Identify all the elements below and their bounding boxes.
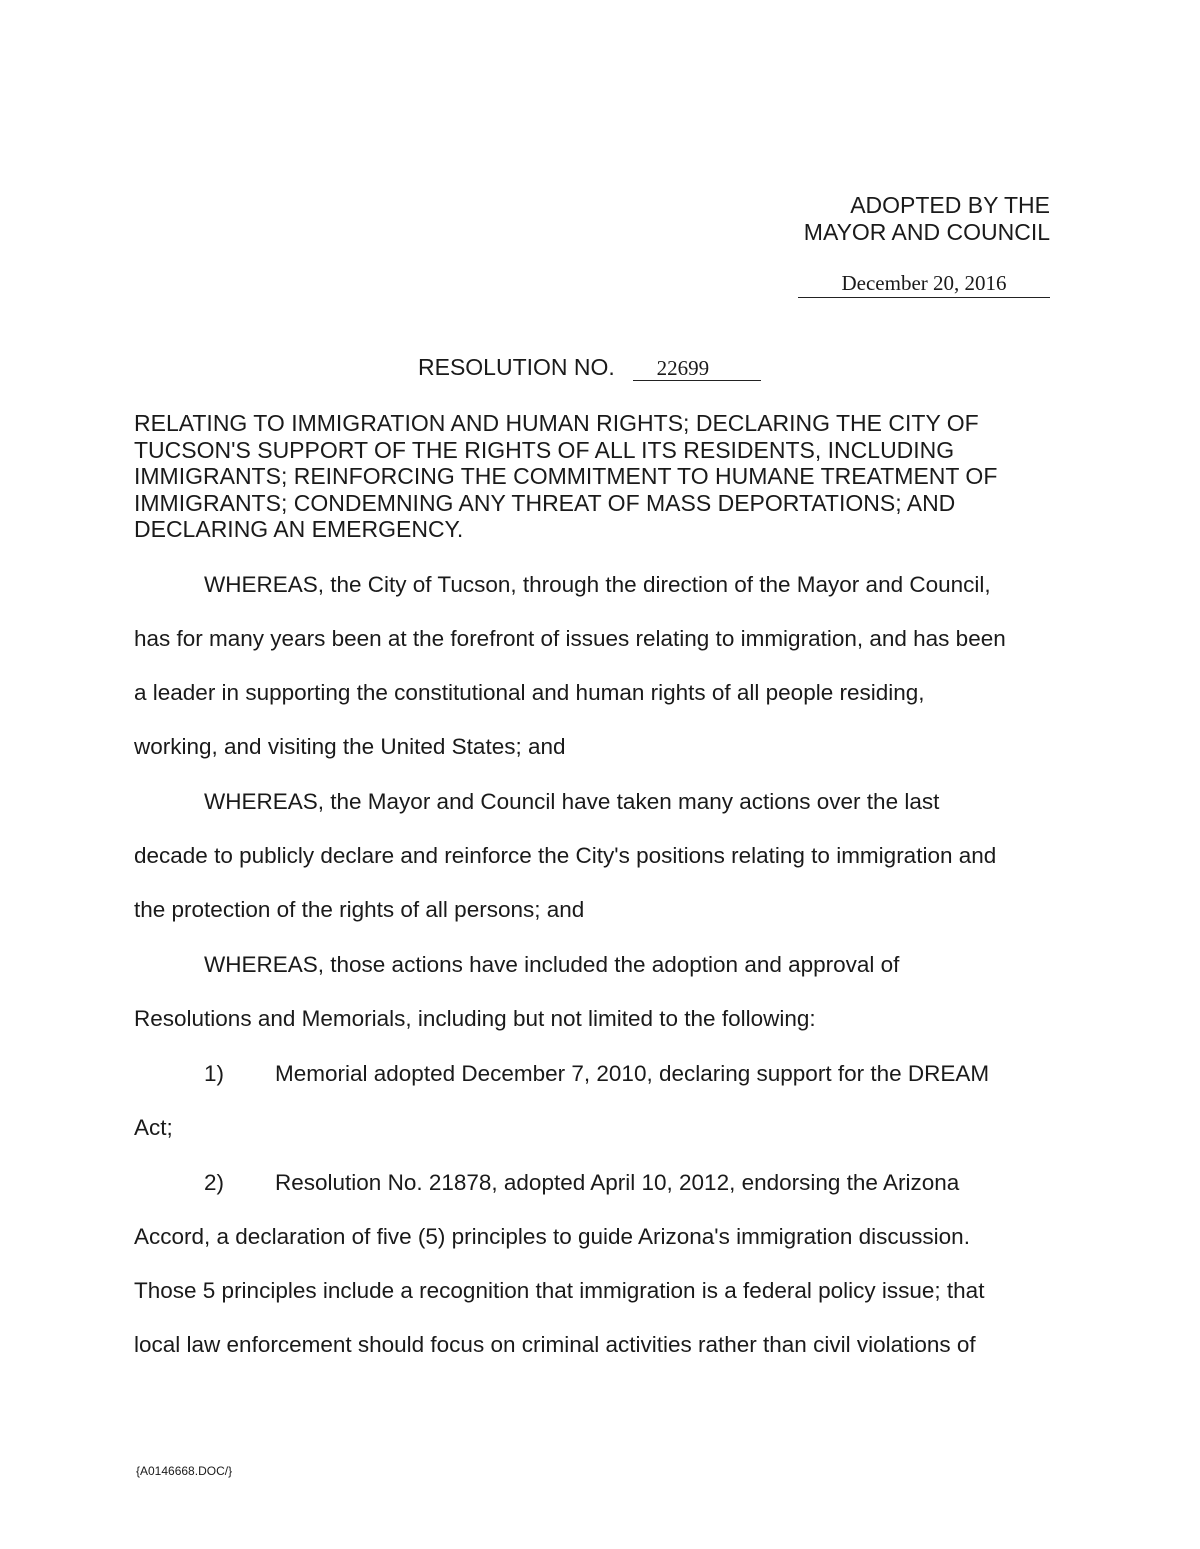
resolution-heading — [418, 353, 761, 381]
resolution-caption — [134, 410, 1034, 543]
body-line: a leader in supporting the constitutional and human rights of all people residing, — [134, 680, 925, 705]
body-line: working, and visiting the United States; and — [134, 734, 566, 759]
body-line: the protection of the rights of all persons; and — [134, 897, 585, 922]
list-item-text: Those 5 principles include a recognition that immigration is a federal policy issue; that — [134, 1278, 985, 1303]
adoption-date: December 20, 2016 — [798, 270, 1050, 298]
list-item-text: Resolution No. 21878, adopted April 10, 2012, endorsing the Arizona — [275, 1170, 960, 1195]
body-line: decade to publicly declare and reinforce the City's positions relating to immigration and — [134, 843, 997, 868]
adopted-block — [700, 192, 1050, 246]
list-item-text: Accord, a declaration of five (5) principles to guide Arizona's immigration discussion. — [134, 1224, 970, 1249]
caption-line: RELATING TO IMMIGRATION AND HUMAN RIGHTS; DECLARING THE CITY OF — [134, 410, 979, 436]
list-item-number: 2) — [204, 1170, 225, 1195]
caption-line: IMMIGRANTS; CONDEMNING ANY THREAT OF MASS DEPORTATIONS; AND — [134, 489, 956, 516]
list-item-number: 1) — [204, 1061, 225, 1086]
list-item-text: Act; — [134, 1115, 173, 1140]
resolution-number: 22699 — [656, 356, 710, 380]
caption-line: TUCSON'S SUPPORT OF THE RIGHTS OF ALL ITS RESIDENTS, INCLUDING — [134, 436, 955, 463]
document-id-footer: {A0146668.DOC/} — [136, 1464, 233, 1478]
resolution-label: RESOLUTION NO. — [418, 354, 615, 380]
body-line: WHEREAS, the City of Tucson, through the direction of the Mayor and Council, — [204, 572, 991, 597]
caption-line: DECLARING AN EMERGENCY. — [134, 516, 464, 542]
body-line: WHEREAS, those actions have included the adoption and approval of — [204, 952, 900, 977]
caption-line: IMMIGRANTS; REINFORCING THE COMMITMENT TO HUMANE TREATMENT OF — [134, 463, 998, 489]
list-item-text: local law enforcement should focus on criminal activities rather than civil violations of — [134, 1332, 976, 1357]
body-line: WHEREAS, the Mayor and Council have taken many actions over the last — [204, 789, 940, 814]
adopted-line-2: MAYOR AND COUNCIL — [803, 219, 1050, 245]
adopted-line-1: ADOPTED BY THE — [850, 192, 1050, 218]
list-item-text: Memorial adopted December 7, 2010, declaring support for the DREAM — [275, 1061, 990, 1086]
body-line: has for many years been at the forefront of issues relating to immigration, and has been — [134, 626, 1006, 651]
body-line: Resolutions and Memorials, including but not limited to the following: — [134, 1006, 816, 1031]
resolution-number-field — [633, 356, 761, 381]
